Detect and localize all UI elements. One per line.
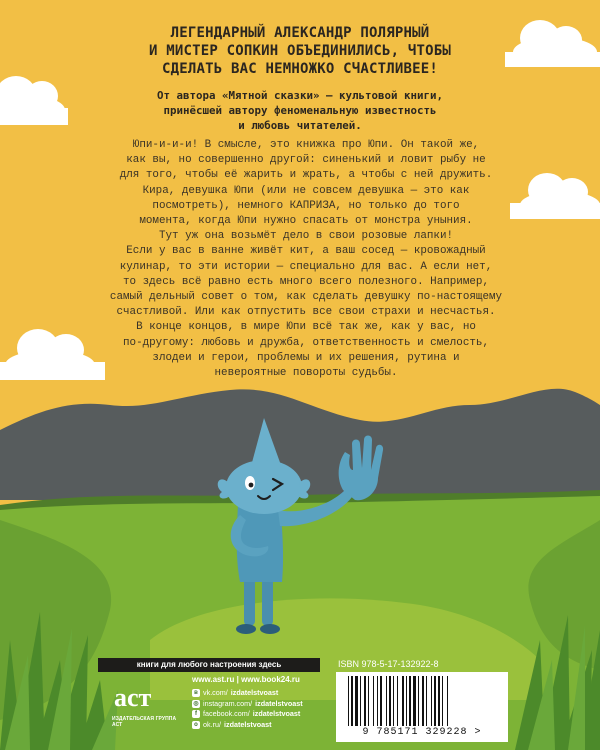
- text-line: для того, чтобы её жарить и жрать, а чтобы с ней дружить.: [119, 169, 493, 182]
- text-line: самый дельный совет о том, как сделать девушку по-настоящему: [109, 291, 503, 304]
- barcode-bar: [360, 676, 361, 726]
- barcode-bar: [418, 676, 419, 726]
- subhead: [100, 88, 500, 133]
- social-prefix: facebook.com/: [203, 709, 250, 719]
- barcode-bar: [351, 676, 353, 726]
- barcode-bar: [426, 676, 427, 726]
- barcode-bar: [438, 676, 440, 726]
- ast-logo-icon: [112, 680, 152, 712]
- barcode-bar: [442, 676, 443, 726]
- series-banner: книги для любого настроения здесь: [98, 658, 320, 672]
- subhead-line: и любовь читателей.: [238, 119, 362, 132]
- social-link-vk[interactable]: [192, 688, 303, 699]
- social-handle: izdatelstvoast: [252, 709, 301, 719]
- social-handle: izdatelstvoast: [223, 719, 272, 729]
- barcode-bar: [393, 676, 394, 726]
- barcode-bar: [368, 676, 369, 726]
- publisher-caption: ИЗДАТЕЛЬСКАЯ ГРУППА АСТ: [112, 716, 177, 728]
- text-line: В конце концов, в мире Юпи всё так же, как у вас, но: [136, 321, 476, 334]
- social-link-instagram[interactable]: [192, 699, 303, 710]
- text-line: злодеи и герои, проблемы и их решения, рутина и: [152, 351, 460, 364]
- text-line: посмотреть), немного КАПРИЗА, но только до того: [152, 199, 460, 212]
- text-line: по-другому: любовь и дружба, ответственность и смелость,: [123, 336, 489, 349]
- publisher-websites[interactable]: www.ast.ru | www.book24.ru: [192, 675, 300, 684]
- barcode-digits: 9 785171 329228 >: [362, 727, 482, 738]
- instagram-icon: ◎: [193, 700, 199, 707]
- social-handle: izdatelstvoast: [230, 688, 279, 697]
- text-line: как вы, но совершенно другой: синенький и ловит рыбу не: [126, 154, 486, 167]
- barcode-bar: [402, 676, 404, 726]
- barcode-bar: [380, 676, 382, 726]
- facebook-icon: f: [192, 710, 200, 718]
- paragraph-2: [72, 244, 540, 381]
- social-prefix: ok.ru/: [203, 719, 221, 729]
- barcode-bar: [422, 676, 424, 726]
- social-link-facebook[interactable]: [192, 709, 303, 720]
- annotation-text: [72, 138, 540, 381]
- headline-line: ЛЕГЕНДАРНЫЙ АЛЕКСАНДР ПОЛЯРНЫЙ: [170, 25, 430, 41]
- text-line: счастливой. Или как отпустить все свои страхи и несчастья.: [116, 306, 496, 319]
- headline: [100, 24, 500, 78]
- ast-logo-text: аст: [114, 683, 152, 712]
- barcode-bar: [397, 676, 398, 726]
- ok-icon: о: [192, 721, 200, 729]
- barcode-bar: [373, 676, 374, 726]
- text-line: Если у вас в ванне живёт кит, а ваш сосед — кровожадный: [126, 245, 486, 258]
- text-line: момента, когда Юпи нужно спасать от монстра уныния.: [139, 215, 473, 228]
- paragraph-1: [72, 138, 540, 244]
- text-line: Юпи-и-и-и! В смысле, это книжка про Юпи. Он такой же,: [132, 139, 480, 151]
- barcode-bar: [409, 676, 411, 726]
- barcode-bar: [386, 676, 387, 726]
- barcode-bar: [406, 676, 407, 726]
- barcode-bar: [431, 676, 432, 726]
- barcode-bar: [355, 676, 358, 726]
- social-handle: izdatelstvoast: [255, 698, 303, 708]
- social-link-ok[interactable]: [192, 720, 303, 731]
- vk-icon: в: [192, 689, 200, 697]
- headline-line: И МИСТЕР СОПКИН ОБЪЕДИНИЛИСЬ, ЧТОБЫ: [148, 43, 451, 59]
- text-line: Кира, девушка Юпи (или не совсем девушка — это как: [142, 184, 470, 197]
- social-prefix: instagram.com/: [203, 698, 253, 708]
- barcode-bar: [389, 676, 391, 726]
- social-links: [192, 688, 303, 730]
- text-line: то здесь всё равно есть много всего полезного. Например,: [123, 275, 489, 288]
- barcode: [336, 672, 508, 742]
- subhead-line: принёсшей автору феноменальную известность: [163, 104, 437, 117]
- barcode-bar: [413, 676, 416, 726]
- text-line: Тут уж она возьмёт дело в свои розовые лапки!: [158, 230, 454, 243]
- publisher-block: [112, 680, 177, 728]
- barcode-bar: [434, 676, 436, 726]
- social-prefix: vk.com/: [203, 688, 228, 697]
- barcode-bar: [348, 676, 349, 726]
- headline-line: СДЕЛАТЬ ВАС НЕМНОЖКО СЧАСТЛИВЕЕ!: [161, 61, 439, 77]
- barcode-bar: [364, 676, 366, 726]
- subhead-line: От автора «Мятной сказки» — культовой книги,: [156, 89, 443, 102]
- isbn-label: ISBN 978-5-17-132922-8: [338, 659, 439, 669]
- barcode-bars: [346, 676, 498, 726]
- barcode-bar: [447, 676, 448, 726]
- text-line: невероятные повороты судьбы.: [214, 367, 398, 380]
- text-line: кулинар, то эти истории — специально для вас. А если нет,: [119, 260, 493, 273]
- barcode-bar: [377, 676, 378, 726]
